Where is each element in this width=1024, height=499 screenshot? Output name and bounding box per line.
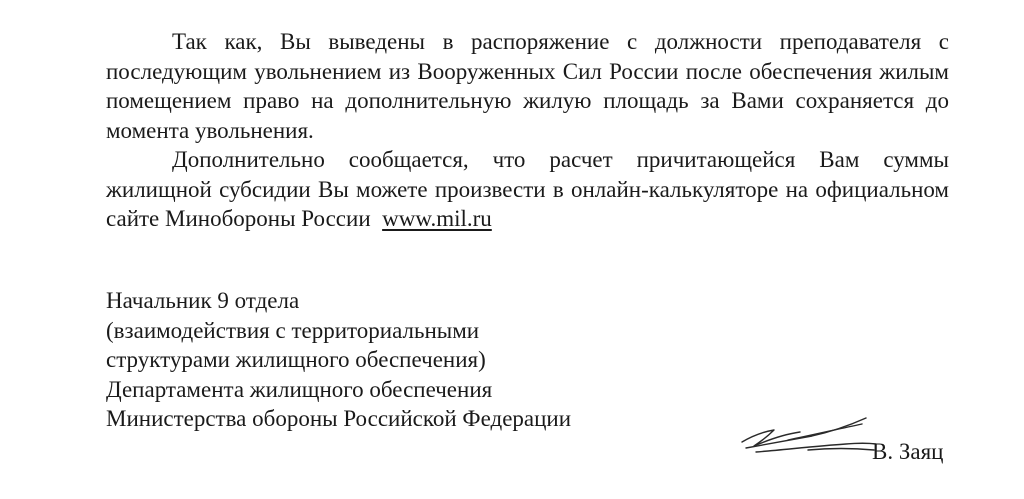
handwritten-signature <box>738 410 878 462</box>
position-line-5: Министерства обороны Российской Федерации <box>106 406 572 431</box>
mil-ru-link[interactable]: www.mil.ru <box>382 206 492 231</box>
signer-name: В. Заяц <box>872 439 944 464</box>
position-line-2: (взаимодействия с территориальными <box>106 317 480 343</box>
position-line-3: структурами жилищного обеспечения) <box>106 347 486 372</box>
paragraph-subsidy-calculator <box>106 145 949 234</box>
signatory-position <box>106 286 571 434</box>
position-line-4: Департамента жилищного обеспечения <box>106 376 493 402</box>
paragraph-subsidy-text: Дополнительно сообщается, что расчет причитающейся Вам суммы жилищной субсидии Вы можете произвести в онлайн-калькуляторе на официальном сайте Минобороны России <box>106 147 949 231</box>
position-line-1: Начальник 9 отдела <box>106 288 300 313</box>
paragraph-retention-of-rights: Так как, Вы выведены в распоряжение с должности преподавателя с последующим увольнением из Вооруженных Сил России после обеспечения жилым помещением право на дополнительную жилую площадь за Вами сохраняется до момента увольнения. <box>106 29 949 143</box>
letter-body <box>106 27 949 234</box>
